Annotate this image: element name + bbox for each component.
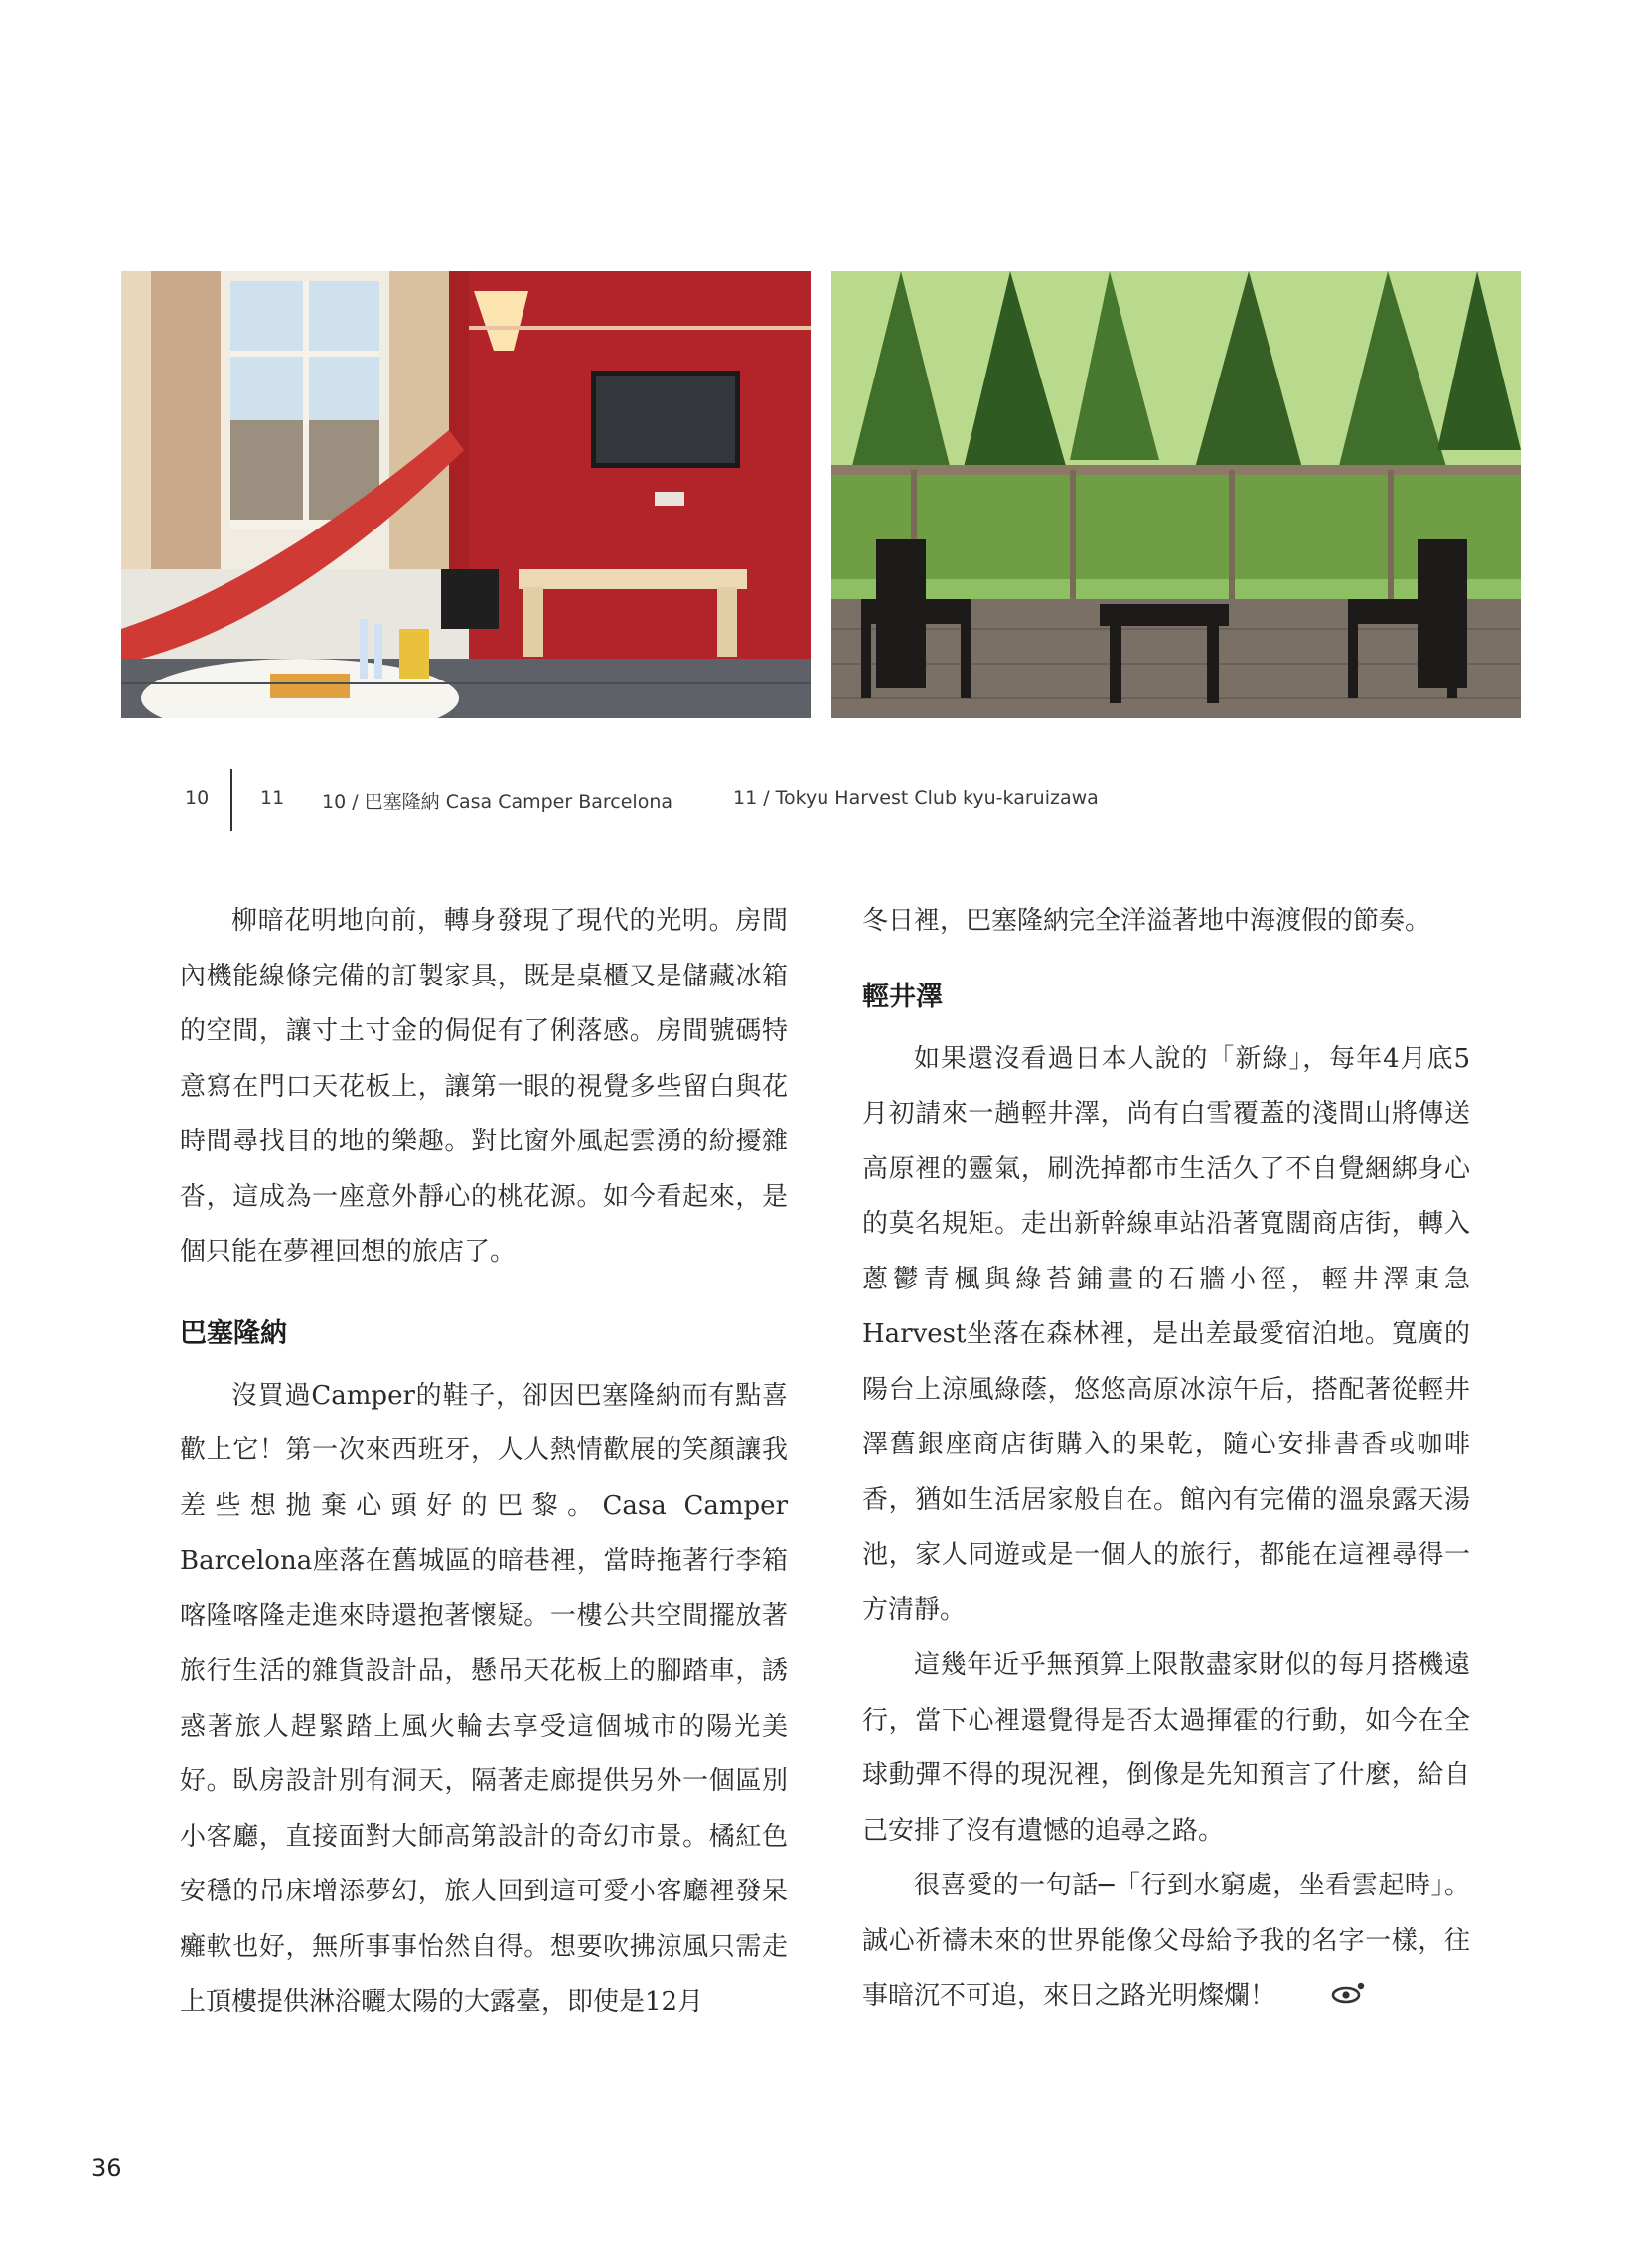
barcelona-paragraph: 沒買過Camper的鞋子，卻因巴塞隆納而有點喜歡上它！第一次來西班牙，人人熱情歡展的笑顏讓我差些想拋棄心頭好的巴黎。Casa Camper Barcelona座落在舊城區的暗巷裡，當時拖著行李箱喀隆喀隆走進來時還抱著懷疑。一樓公共空間擺放著旅行生活的雜貨設計品，懸吊天花板上的腳踏車，誘惑著旅人趕緊踏上風火輪去享受這個城市的陽光美好。臥房設計別有洞天，隔著走廊提供另外一個區別小客廳，直接面對大師高第設計的奇幻市景。橘紅色安穩的吊床增添夢幻，旅人回到這可愛小客廳裡發呆癱軟也好，無所事事怡然自得。想要吹拂涼風只需走上頂樓提供淋浴曬太陽的大露臺，即使是12月 [180, 1380, 788, 2017]
karuizawa-paragraph: 如果還沒看過日本人說的「新綠」，每年4月底5月初請來一趟輕井澤，尚有白雪覆蓋的淺間山將傳送高原裡的靈氣，刷洗掉都市生活久了不自覺綑綁身心的莫名規矩。走出新幹線車站沿著寬闊商店街，轉入蔥鬱青楓與綠苔鋪畫的石牆小徑，輕井澤東急 Harvest坐落在森林裡，是出差最愛宿泊地。寬廣的陽台上涼風綠蔭，悠悠高原冰涼午后，搭配著從輕井澤舊銀座商店街購入的果乾，隨心安排書香或咖啡香，猶如生活居家般自在。館內有完備的溫泉露天湯池，家人同遊或是一個人的旅行，都能在這裡尋得一方清靜。 [862, 1043, 1470, 1625]
caption-number-right: 11 [260, 787, 285, 809]
continuation-paragraph: 冬日裡，巴塞隆納完全洋溢著地中海渡假的節奏。 [862, 906, 1431, 936]
page-number: 36 [91, 2154, 122, 2182]
eye-end-mark-icon [1279, 1969, 1367, 2025]
barcelona-heading: 巴塞隆納 [180, 1317, 287, 1349]
closing-text: 很喜愛的一句話─「行到水窮處，坐看雲起時」。誠心祈禱未來的世界能像父母給予我的名字一樣，往事暗沉不可追，來日之路光明燦爛！ [862, 1871, 1470, 2011]
room-illustration [121, 271, 811, 718]
right-text-column [862, 894, 1470, 2025]
caption-left-photo: 10 / 巴塞隆納 Casa Camper Barcelona [322, 791, 673, 813]
photo-casa-camper-room [121, 271, 811, 718]
reflection-paragraph: 這幾年近乎無預算上限散盡家財似的每月搭機遠行，當下心裡還覺得是否太過揮霍的行動，如今在全球動彈不得的現況裡，倒像是先知預言了什麼，給自己安排了沒有遺憾的追尋之路。 [862, 1650, 1470, 1846]
photo-caption-row [0, 767, 1643, 831]
photo-harvest-club-balcony [831, 271, 1521, 718]
caption-right-photo: 11 / Tokyu Harvest Club kyu-karuizawa [733, 787, 1099, 809]
closing-paragraph [862, 1859, 1470, 2025]
karuizawa-heading: 輕井澤 [862, 981, 943, 1012]
caption-number-left: 10 [185, 787, 210, 809]
balcony-illustration [831, 271, 1521, 718]
caption-divider [230, 769, 232, 831]
left-text-column [180, 894, 788, 2031]
intro-paragraph: 柳暗花明地向前，轉身發現了現代的光明。房間內機能線條完備的訂製家具，既是桌櫃又是儲藏冰箱的空間，讓寸土寸金的侷促有了俐落感。房間號碼特意寫在門口天花板上，讓第一眼的視覺多些留白與花時間尋找目的地的樂趣。對比窗外風起雲湧的紛擾雜沓，這成為一座意外靜心的桃花源。如今看起來，是個只能在夢裡回想的旅店了。 [180, 906, 788, 1267]
